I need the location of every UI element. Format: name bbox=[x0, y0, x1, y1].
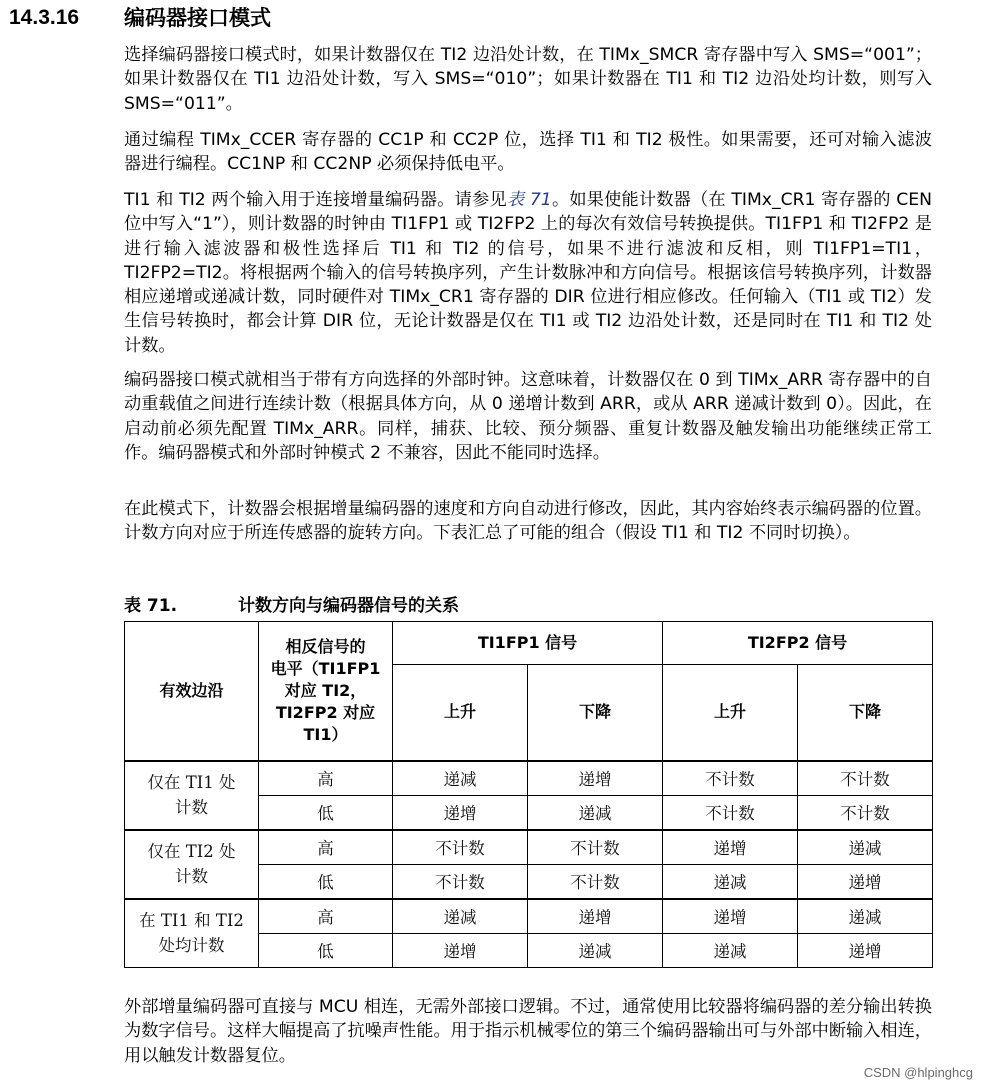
edge-cell-line: 计数 bbox=[175, 867, 208, 886]
level-cell: 高 bbox=[259, 899, 393, 934]
level-cell: 高 bbox=[259, 830, 393, 865]
ti1-rising-cell: 递增 bbox=[393, 795, 528, 830]
table-row bbox=[125, 830, 933, 865]
header-opposite-level-line: TI1） bbox=[303, 724, 348, 744]
level-cell: 低 bbox=[259, 864, 393, 899]
ti1-rising-cell: 递增 bbox=[393, 933, 528, 967]
header-opposite-level-line: 对应 TI2， bbox=[284, 680, 367, 700]
ti2-rising-cell: 递增 bbox=[663, 830, 798, 865]
table-caption-label: 表 71. bbox=[124, 596, 178, 616]
ti2-rising-cell: 递减 bbox=[663, 933, 798, 967]
section-title: 编码器接口模式 bbox=[124, 6, 271, 30]
edge-cell bbox=[125, 761, 259, 830]
paragraph-sms-mode: 选择编码器接口模式时，如果计数器仅在 TI2 边沿处计数，在 TIMx_SMCR 寄存器中写入 SMS=“001”；如果计数器仅在 TI1 边沿处计数，写入 SMS=“010”；如果计数器在 TI1 和 TI2 边沿处均计数，则写入 SMS=“011”。 bbox=[124, 45, 932, 114]
edge-cell-line: 仅在 TI2 处 bbox=[147, 842, 236, 861]
header-ti2-rising: 上升 bbox=[663, 665, 798, 761]
paragraph-encoder-inputs bbox=[124, 188, 932, 358]
ti1-falling-cell: 递减 bbox=[528, 795, 663, 830]
edge-cell-line: 计数 bbox=[175, 798, 208, 817]
level-cell: 低 bbox=[259, 933, 393, 967]
ti1-falling-cell: 不计数 bbox=[528, 830, 663, 865]
ti2-falling-cell: 不计数 bbox=[798, 761, 933, 796]
ti2-falling-cell: 递增 bbox=[798, 864, 933, 899]
table-row bbox=[125, 761, 933, 796]
section-header bbox=[0, 4, 987, 34]
ti2-rising-cell: 不计数 bbox=[663, 761, 798, 796]
ti1-falling-cell: 不计数 bbox=[528, 864, 663, 899]
ti2-falling-cell: 递增 bbox=[798, 933, 933, 967]
header-ti1fp1-signal: TI1FP1 信号 bbox=[393, 622, 663, 665]
header-opposite-level-line: TI2FP2 对应 bbox=[275, 702, 376, 722]
edge-cell bbox=[125, 830, 259, 899]
ti1-rising-cell: 递减 bbox=[393, 761, 528, 796]
ti1-falling-cell: 递增 bbox=[528, 761, 663, 796]
encoder-direction-table bbox=[124, 621, 933, 968]
ti1-falling-cell: 递减 bbox=[528, 933, 663, 967]
ti2-rising-cell: 不计数 bbox=[663, 795, 798, 830]
paragraph-encoder-inputs-rest: 。如果使能计数器（在 TIMx_CR1 寄存器的 CEN 位中写入“1”），则计数器的时钟由 TI1FP1 或 TI2FP2 上的每次有效信号转换提供。TI1FP1 和 TI2FP2 是进行输入滤波器和极性选择后 TI1 和 TI2 的信号，如果不进行滤波和反相，则 TI1FP1=TI1，TI2FP2=TI2。将根据两个输入的信号转换序列，产生计数脉冲和方向信号。根据该信号转换序列，计数器相应递增或递减计数，同时硬件对 TIMx_CR1 寄存器的 DIR 位进行相应修改。任何输入（TI1 或 TI2）发生信号转换时，都会计算 DIR 位，无论计数器是仅在 TI1 或 TI2 边沿处计数，还是同时在 TI1 和 TI2 处计数。 bbox=[124, 190, 932, 356]
ti1-rising-cell: 递减 bbox=[393, 899, 528, 934]
header-ti1-falling: 下降 bbox=[528, 665, 663, 761]
header-opposite-level-line: 相反信号的 bbox=[285, 636, 366, 656]
table-caption-title: 计数方向与编码器信号的关系 bbox=[238, 596, 459, 616]
edge-cell-line: 在 TI1 和 TI2 bbox=[139, 911, 244, 930]
edge-cell bbox=[125, 899, 259, 968]
ti2-falling-cell: 不计数 bbox=[798, 795, 933, 830]
ti2-falling-cell: 递减 bbox=[798, 899, 933, 934]
paragraph-polarity: 通过编程 TIMx_CCER 寄存器的 CC1P 和 CC2P 位，选择 TI1 和 TI2 极性。如果需要，还可对输入滤波器进行编程。CC1NP 和 CC2NP 必须保持低电平。 bbox=[124, 130, 932, 175]
header-active-edge: 有效边沿 bbox=[125, 622, 259, 761]
table-71-link[interactable]: 表 71 bbox=[506, 190, 552, 210]
header-opposite-level-line: 电平（TI1FP1 bbox=[270, 658, 381, 678]
section-number: 14.3.16 bbox=[9, 6, 80, 29]
paragraph-mode-summary: 在此模式下，计数器会根据增量编码器的速度和方向自动进行修改，因此，其内容始终表示编码器的位置。计数方向对应于所连传感器的旋转方向。下表汇总了可能的组合（假设 TI1 和 TI2 不同时切换）。 bbox=[124, 499, 932, 544]
table-row bbox=[125, 899, 933, 934]
edge-cell-line: 处均计数 bbox=[158, 936, 225, 955]
level-cell: 低 bbox=[259, 795, 393, 830]
paragraph-external-clock: 编码器接口模式就相当于带有方向选择的外部时钟。这意味着，计数器仅在 0 到 TIMx_ARR 寄存器中的自动重载值之间进行连续计数（根据具体方向，从 0 递增计数到 ARR，或从 ARR 递减计数到 0）。因此，在启动前必须先配置 TIMx_ARR。同样，捕获、比较、预分频器、重复计数器及触发输出功能继续正常工作。编码器模式和外部时钟模式 2 不兼容，因此不能同时选择。 bbox=[124, 370, 932, 463]
paragraph-encoder-inputs-start: TI1 和 TI2 两个输入用于连接增量编码器。请参见 bbox=[124, 190, 507, 210]
ti1-falling-cell: 递增 bbox=[528, 899, 663, 934]
ti1-rising-cell: 不计数 bbox=[393, 864, 528, 899]
header-ti1-rising: 上升 bbox=[393, 665, 528, 761]
paragraph-external-encoder: 外部增量编码器可直接与 MCU 相连，无需外部接口逻辑。不过，通常使用比较器将编码器的差分输出转换为数字信号。这样大幅提高了抗噪声性能。用于指示机械零位的第三个编码器输出可与外部中断输入相连，用以触发计数器复位。 bbox=[124, 997, 932, 1066]
header-ti2-falling: 下降 bbox=[798, 665, 933, 761]
header-opposite-level bbox=[259, 622, 393, 761]
header-ti2fp2-signal: TI2FP2 信号 bbox=[663, 622, 933, 665]
edge-cell-line: 仅在 TI1 处 bbox=[147, 773, 236, 792]
ti2-rising-cell: 递减 bbox=[663, 864, 798, 899]
ti1-rising-cell: 不计数 bbox=[393, 830, 528, 865]
ti2-falling-cell: 递减 bbox=[798, 830, 933, 865]
table-caption bbox=[124, 594, 459, 618]
level-cell: 高 bbox=[259, 761, 393, 796]
ti2-rising-cell: 递增 bbox=[663, 899, 798, 934]
watermark: CSDN @hlpinghcg bbox=[863, 1065, 973, 1080]
